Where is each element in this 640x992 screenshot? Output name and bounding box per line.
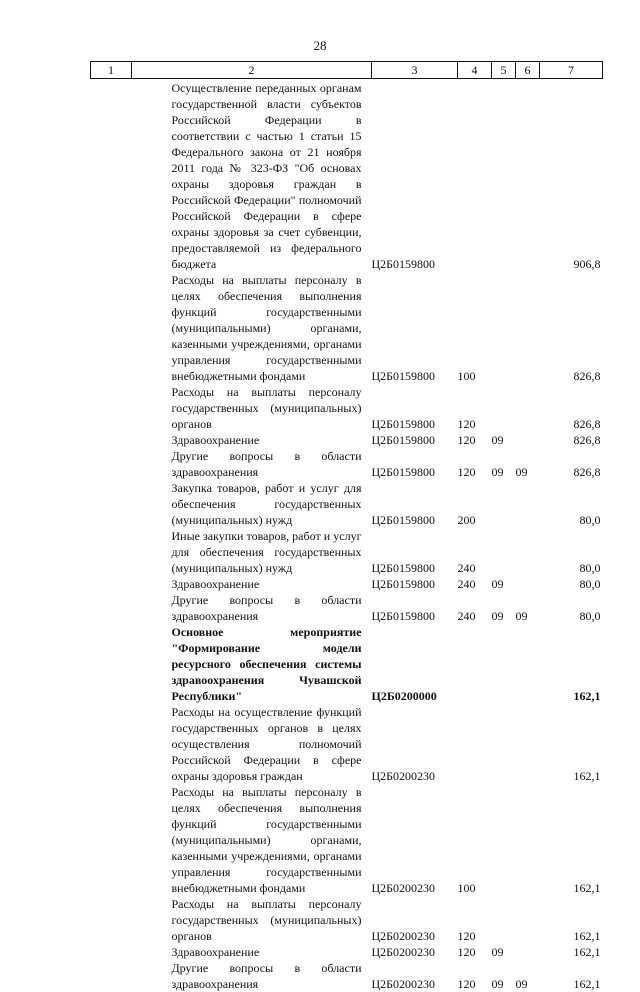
- row-section: [492, 480, 516, 528]
- budget-table: [90, 61, 603, 992]
- row-expense-type: 120: [458, 896, 492, 944]
- row-code: Ц2Б0159800: [372, 480, 458, 528]
- header-col-3: 3: [372, 62, 458, 79]
- row-subsection: [516, 704, 540, 784]
- row-spacer: [91, 896, 132, 944]
- row-code: Ц2Б0200230: [372, 784, 458, 896]
- row-spacer: [91, 480, 132, 528]
- row-expense-type: 200: [458, 480, 492, 528]
- row-subsection: [516, 528, 540, 576]
- row-spacer: [91, 384, 132, 432]
- table-row: [91, 528, 603, 576]
- row-expense-type: 120: [458, 448, 492, 480]
- header-col-1: 1: [91, 62, 132, 79]
- row-description: Расходы на выплаты персоналу в целях обеспечения выполнения функций государственными (муниципальными) органами, казенными учреждениями, органами управления государственными внебюджетными фондами: [132, 272, 372, 384]
- row-description: Расходы на выплаты персоналу государственных (муниципальных) органов: [132, 384, 372, 432]
- table-row: [91, 624, 603, 704]
- row-description: Другие вопросы в области здравоохранения: [132, 960, 372, 992]
- row-spacer: [91, 528, 132, 576]
- header-col-2: 2: [132, 62, 372, 79]
- row-code: Ц2Б0200230: [372, 896, 458, 944]
- row-code: Ц2Б0159800: [372, 528, 458, 576]
- header-col-7: 7: [540, 62, 603, 79]
- row-subsection: [516, 896, 540, 944]
- row-section: 09: [492, 960, 516, 992]
- row-subsection: [516, 384, 540, 432]
- row-section: 09: [492, 576, 516, 592]
- row-description: Другие вопросы в области здравоохранения: [132, 592, 372, 624]
- row-section: [492, 384, 516, 432]
- row-amount: 162,1: [540, 784, 603, 896]
- row-amount: 826,8: [540, 384, 603, 432]
- row-spacer: [91, 784, 132, 896]
- row-code: Ц2Б0200230: [372, 944, 458, 960]
- row-section: 09: [492, 592, 516, 624]
- table-row: [91, 576, 603, 592]
- row-description: Здравоохранение: [132, 432, 372, 448]
- row-section: 09: [492, 944, 516, 960]
- row-section: [492, 624, 516, 704]
- row-description: Расходы на осуществление функций государственных органов в целях осуществления полномочий Российской Федерации в сфере охраны здоровья граждан: [132, 704, 372, 784]
- row-description: Здравоохранение: [132, 576, 372, 592]
- row-description: Основное мероприятие "Формирование модели ресурсного обеспечения системы здравоохранения Чувашской Республики": [132, 624, 372, 704]
- row-description: Иные закупки товаров, работ и услуг для обеспечения государственных (муниципальных) нужд: [132, 528, 372, 576]
- row-code: Ц2Б0200230: [372, 704, 458, 784]
- page-number: 28: [0, 38, 640, 54]
- row-spacer: [91, 960, 132, 992]
- row-subsection: [516, 272, 540, 384]
- row-subsection: 09: [516, 448, 540, 480]
- row-expense-type: 120: [458, 432, 492, 448]
- row-subsection: [516, 784, 540, 896]
- row-description: Расходы на выплаты персоналу в целях обеспечения выполнения функций государственными (муниципальными) органами, казенными учреждениями, органами управления государственными внебюджетными фондами: [132, 784, 372, 896]
- row-spacer: [91, 624, 132, 704]
- row-spacer: [91, 592, 132, 624]
- row-expense-type: 120: [458, 960, 492, 992]
- header-col-4: 4: [458, 62, 492, 79]
- table-row: [91, 272, 603, 384]
- row-spacer: [91, 448, 132, 480]
- table-body: [91, 79, 603, 992]
- row-expense-type: [458, 624, 492, 704]
- row-section: 09: [492, 448, 516, 480]
- row-expense-type: 100: [458, 272, 492, 384]
- row-code: Ц2Б0159800: [372, 592, 458, 624]
- header-row: [91, 62, 603, 79]
- row-amount: 80,0: [540, 576, 603, 592]
- row-subsection: [516, 79, 540, 273]
- row-spacer: [91, 576, 132, 592]
- table-row: [91, 592, 603, 624]
- row-code: Ц2Б0159800: [372, 79, 458, 273]
- row-amount: 906,8: [540, 79, 603, 273]
- table-row: [91, 448, 603, 480]
- row-amount: 162,1: [540, 896, 603, 944]
- row-amount: 80,0: [540, 592, 603, 624]
- table-row: [91, 960, 603, 992]
- table-row: [91, 784, 603, 896]
- table-header: [91, 62, 603, 79]
- row-section: [492, 896, 516, 944]
- row-section: [492, 704, 516, 784]
- table-row: [91, 480, 603, 528]
- row-code: Ц2Б0159800: [372, 576, 458, 592]
- row-amount: 162,1: [540, 944, 603, 960]
- row-code: Ц2Б0159800: [372, 448, 458, 480]
- table-row: [91, 384, 603, 432]
- row-description: Расходы на выплаты персоналу государственных (муниципальных) органов: [132, 896, 372, 944]
- row-subsection: [516, 480, 540, 528]
- row-description: Другие вопросы в области здравоохранения: [132, 448, 372, 480]
- header-col-6: 6: [516, 62, 540, 79]
- row-spacer: [91, 704, 132, 784]
- row-amount: 162,1: [540, 960, 603, 992]
- row-expense-type: 240: [458, 576, 492, 592]
- row-subsection: [516, 624, 540, 704]
- row-amount: 826,8: [540, 432, 603, 448]
- row-description: Закупка товаров, работ и услуг для обеспечения государственных (муниципальных) нужд: [132, 480, 372, 528]
- row-subsection: 09: [516, 592, 540, 624]
- row-amount: 80,0: [540, 480, 603, 528]
- row-subsection: [516, 576, 540, 592]
- row-section: [492, 528, 516, 576]
- row-section: [492, 79, 516, 273]
- row-expense-type: [458, 704, 492, 784]
- row-expense-type: 100: [458, 784, 492, 896]
- row-code: Ц2Б0159800: [372, 432, 458, 448]
- row-description: Здравоохранение: [132, 944, 372, 960]
- row-expense-type: 240: [458, 592, 492, 624]
- table-row: [91, 704, 603, 784]
- row-expense-type: 240: [458, 528, 492, 576]
- row-expense-type: [458, 79, 492, 273]
- row-amount: 162,1: [540, 624, 603, 704]
- row-amount: 162,1: [540, 704, 603, 784]
- row-expense-type: 120: [458, 384, 492, 432]
- row-section: 09: [492, 432, 516, 448]
- row-code: Ц2Б0200230: [372, 960, 458, 992]
- row-code: Ц2Б0159800: [372, 384, 458, 432]
- row-code: Ц2Б0159800: [372, 272, 458, 384]
- row-subsection: [516, 944, 540, 960]
- header-col-5: 5: [492, 62, 516, 79]
- table-row: [91, 944, 603, 960]
- row-description: Осуществление переданных органам государственной власти субъектов Российской Федерации в соответствии с частью 1 статьи 15 Федерального закона от 21 ноября 2011 года № 323-ФЗ "Об основах охраны здоровья граждан в Российской Федерации" полномочий Российской Федерации в сфере охраны здоровья за счет субвенции, предоставляемой из федерального бюджета: [132, 79, 372, 273]
- table-row: [91, 432, 603, 448]
- row-code: Ц2Б0200000: [372, 624, 458, 704]
- row-expense-type: 120: [458, 944, 492, 960]
- row-amount: 826,8: [540, 272, 603, 384]
- row-section: [492, 784, 516, 896]
- table-row: [91, 79, 603, 273]
- row-amount: 826,8: [540, 448, 603, 480]
- row-spacer: [91, 79, 132, 273]
- row-amount: 80,0: [540, 528, 603, 576]
- row-subsection: 09: [516, 960, 540, 992]
- row-spacer: [91, 432, 132, 448]
- table-row: [91, 896, 603, 944]
- row-subsection: [516, 432, 540, 448]
- row-section: [492, 272, 516, 384]
- row-spacer: [91, 272, 132, 384]
- row-spacer: [91, 944, 132, 960]
